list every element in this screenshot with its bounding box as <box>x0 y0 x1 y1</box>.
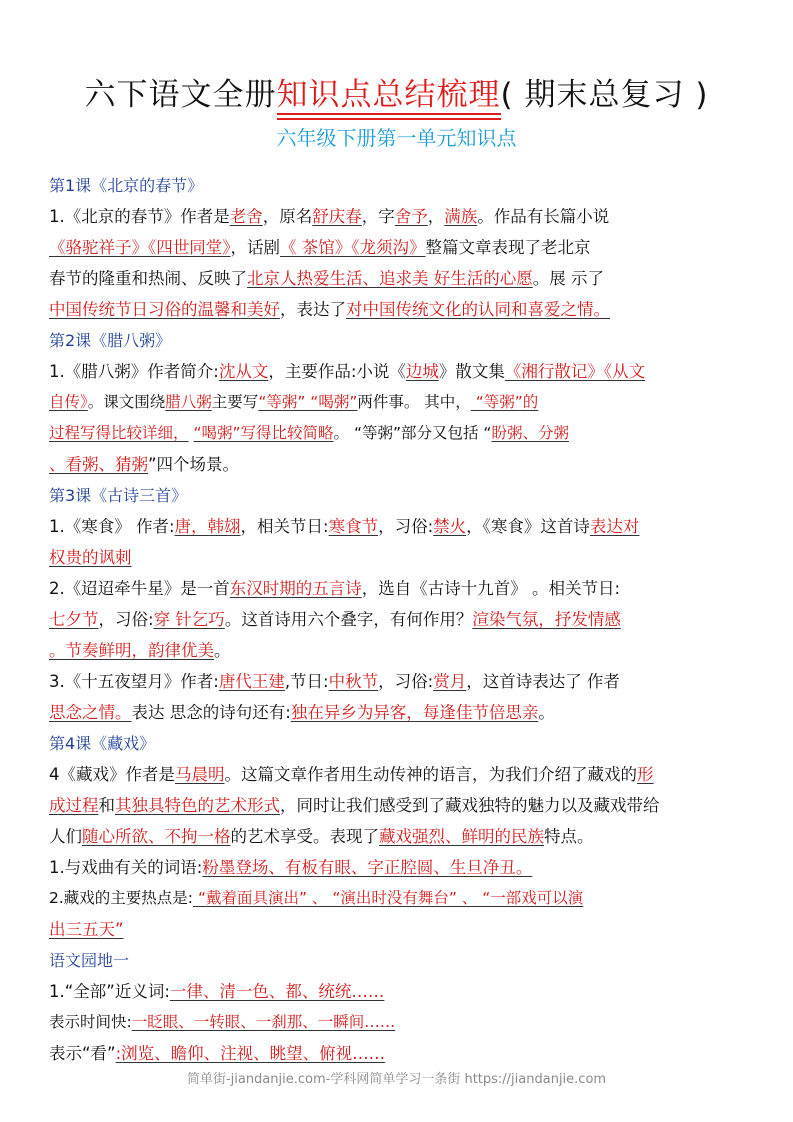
garden-heading: 语文园地一 <box>49 951 130 970</box>
text-line: 、看粥、猜粥”四个场景。 <box>49 455 240 474</box>
lesson-1-heading: 第1课《北京的春节》 <box>49 176 204 195</box>
lesson-2-heading: 第2课《腊八粥》 <box>49 331 172 350</box>
watermark-footer: 简单街-jiandanjie.com-学科网简单学习一条街 https://jiandanjie.com <box>186 1072 607 1087</box>
text-line: 过程写得比较详细， “喝粥”写得比较简略。 “等粥”部分又包括 “盼粥、分粥 <box>49 424 569 442</box>
text-line: 出三五天” <box>49 920 124 939</box>
text-line: 4《藏戏》作者是马晨明。这篇文章作者用生动传神的语言，为我们介绍了藏戏的形 <box>49 765 654 784</box>
text-line: 1.与戏曲有关的词语:粉墨登场、有板有眼、字正腔圆、生旦净丑。 <box>49 858 533 877</box>
text-line: 1.“全部”近义词:一律、清一色、都、统统…… <box>49 982 385 1001</box>
text-line: 表示“看”:浏览、瞻仰、注视、眺望、俯视…… <box>49 1044 386 1063</box>
text-line: 。节奏鲜明，韵律优美。 <box>49 641 231 660</box>
title-part-1: 六下语文全册 <box>84 77 277 113</box>
text-line: 表示时间快:一眨眼、一转眼、一刹那、一瞬间…… <box>49 1013 396 1031</box>
text-line: 《骆驼祥子》《四世同堂》，话剧《 茶馆》《龙须沟》整篇文章表现了老北京 <box>49 238 591 257</box>
text-line: 3.《十五夜望月》作者:唐代王建,节日:中秋节，习俗:赏月，这首诗表达了 作者 <box>49 672 620 691</box>
text-line: 春节的隆重和热闹、反映了北京人热爱生活、追求美 好生活的心愿。展 示了 <box>49 269 604 288</box>
title-part-3: ( 期末总复习 ) <box>500 77 709 113</box>
lesson-3-heading: 第3课《古诗三首》 <box>49 486 188 505</box>
text-line: 七夕节，习俗:穿 针乞巧。这首诗用六个叠字，有何作用？渲染气氛，抒发情感 <box>49 610 621 629</box>
unit-subtitle: 六年级下册第一单元知识点 <box>276 126 517 150</box>
text-line: 1.《腊八粥》作者简介:沈从文，主要作品:小说《边城》散文集《湘行散记》《从文 <box>49 362 646 381</box>
text-line: 中国传统节日习俗的温馨和美好，表达了对中国传统文化的认同和喜爱之情。 <box>49 300 610 319</box>
text-line: 2.《迢迢牵牛星》是一首东汉时期的五言诗，选自《古诗十九首》 。相关节日: <box>49 579 621 598</box>
text-line: 人们随心所欲、不拘一格的艺术享受。表现了藏戏强烈、鲜明的民族特点。 <box>49 827 594 846</box>
text-line: 权贵的讽刺 <box>49 548 132 567</box>
lesson-4-heading: 第4课《藏戏》 <box>49 734 156 753</box>
text-line: 1.《寒食》 作者:唐，韩翃，相关节日:寒食节，习俗:禁火，《寒食》这首诗表达对 <box>49 517 640 536</box>
text-line: 自传》。课文围绕腊八粥主要写“等粥” “喝粥”两件事。 其中， “等粥”的 <box>49 393 539 411</box>
text-line: 成过程和其独具特色的艺术形式，同时让我们感受到了藏戏独特的魅力以及藏戏带给 <box>49 796 660 815</box>
text-line: 1.《北京的春节》作者是老舍，原名舒庆春，字舍予，满族。作品有长篇小说 <box>49 207 610 226</box>
text-line: 思念之情。表达 思念的诗句还有:独在异乡为异客，每逢佳节倍思亲。 <box>49 703 555 722</box>
text-line: 2.藏戏的主要热点是: “戴着面具演出” 、 “演出时没有舞台” 、 “一部戏可以演 <box>49 889 584 907</box>
page-title <box>0 70 793 120</box>
notes-body <box>49 170 749 1069</box>
title-part-2: 知识点总结梳理 <box>276 77 501 113</box>
